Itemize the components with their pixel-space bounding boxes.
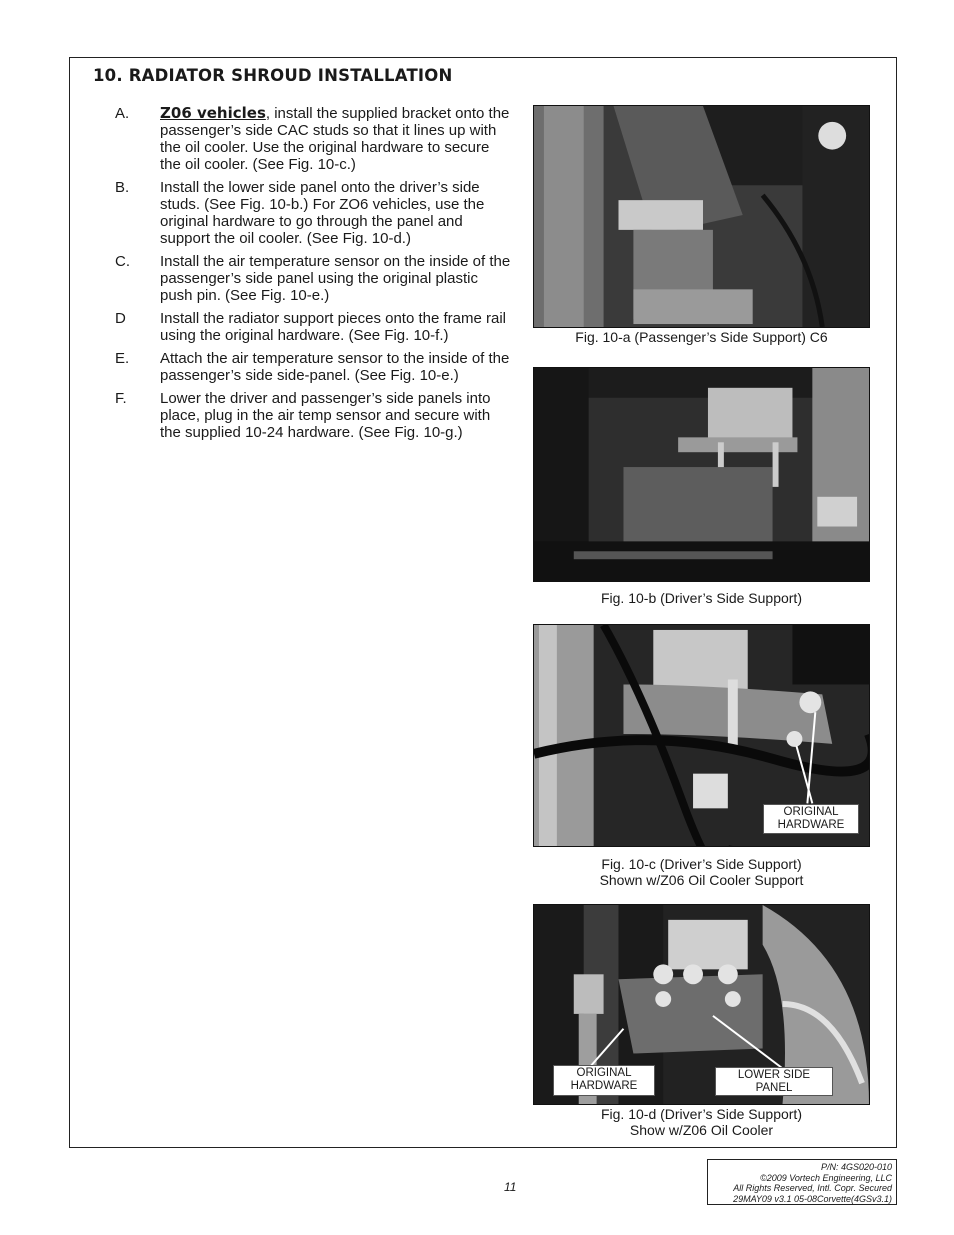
step-letter: B. xyxy=(115,179,130,196)
callout-line: HARDWARE xyxy=(570,1080,638,1092)
page-number: 11 xyxy=(504,1180,517,1194)
fig-10b-caption xyxy=(533,590,870,606)
step-text: Lower the driver and passenger’s side panels into place, plug in the air temp sensor and secure with the supplied 10-24 hardware. (See Fig. 10-g.) xyxy=(160,390,491,441)
fig-10b-caption-text: Fig. 10-b (Driver’s Side Support) xyxy=(600,590,802,606)
instruction-steps xyxy=(115,105,515,447)
callout-line: PANEL xyxy=(755,1082,793,1094)
step-b xyxy=(115,179,515,247)
fig-10a-caption-text: Fig. 10-a (Passenger’s Side Support) C6 xyxy=(575,329,828,345)
fig-10a-photo xyxy=(533,105,870,328)
z06-vehicles-label: Z06 vehicles xyxy=(160,104,266,122)
fig-10d-caption-line2: Show w/Z06 Oil Cooler xyxy=(629,1122,774,1138)
step-f xyxy=(115,390,515,441)
callout-line: HARDWARE xyxy=(777,819,845,831)
fig-10a-caption xyxy=(533,329,870,345)
callout-line: ORIGINAL xyxy=(576,1067,632,1079)
fig-10c-caption-line2: Shown w/Z06 Oil Cooler Support xyxy=(599,872,804,888)
step-text: Install the radiator support pieces onto the frame rail using the original hardware. (See Fig. 10-f.) xyxy=(160,310,507,344)
step-a-text: , install the supplied bracket onto the passenger’s side CAC studs so that it lines up with the oil cooler. Use the original hardware to secure the oil cooler. (See Fig. 10-c.) xyxy=(160,105,510,173)
copyright: ©2009 Vortech Engineering, LLC xyxy=(760,1172,892,1183)
step-letter: D xyxy=(115,310,126,327)
fig-10b-photo xyxy=(533,367,870,582)
callout-line: ORIGINAL xyxy=(783,806,839,818)
step-letter: F. xyxy=(115,390,127,407)
step-text: Install the air temperature sensor on the inside of the passenger’s side panel using the original plastic push pin. (See Fig. 10-e.) xyxy=(160,253,511,304)
step-text xyxy=(160,105,512,173)
fig-10d-caption-line1: Fig. 10-d (Driver’s Side Support) xyxy=(600,1106,802,1122)
step-text: Attach the air temperature sensor to the inside of the passenger’s side side-panel. (See Fig. 10-e.) xyxy=(160,350,510,384)
fig-10c-caption-line1: Fig. 10-c (Driver’s Side Support) xyxy=(601,856,802,872)
fig-10d-caption xyxy=(533,1106,870,1138)
step-letter: A. xyxy=(115,105,130,122)
step-d xyxy=(115,310,515,344)
part-number: P/N: 4GS020-010 xyxy=(820,1162,892,1172)
part-number-box xyxy=(707,1159,897,1205)
fig-10d-callout-lower-side-panel xyxy=(715,1067,833,1096)
rights-notice: All Rights Reserved, Intl. Copr. Secured xyxy=(733,1183,892,1193)
section-title: 10. RADIATOR SHROUD INSTALLATION xyxy=(93,66,453,85)
step-c xyxy=(115,253,515,304)
fig-10c-caption xyxy=(533,856,870,888)
step-a xyxy=(115,105,515,173)
fig-10c-callout-original-hardware xyxy=(763,804,859,834)
fig-10d-callout-original-hardware xyxy=(553,1065,655,1096)
step-e xyxy=(115,350,515,384)
step-text: Install the lower side panel onto the driver’s side studs. (See Fig. 10-b.) For ZO6 vehicles, use the original hardware to go through the panel and support the oil cooler. (See Fig. 10-d.) xyxy=(160,179,485,247)
step-letter: E. xyxy=(115,350,130,367)
step-letter: C. xyxy=(115,253,130,270)
version-info: 29MAY09 v3.1 05-08Corvette(4GSv3.1) xyxy=(733,1193,892,1204)
callout-line: LOWER SIDE xyxy=(737,1069,811,1081)
